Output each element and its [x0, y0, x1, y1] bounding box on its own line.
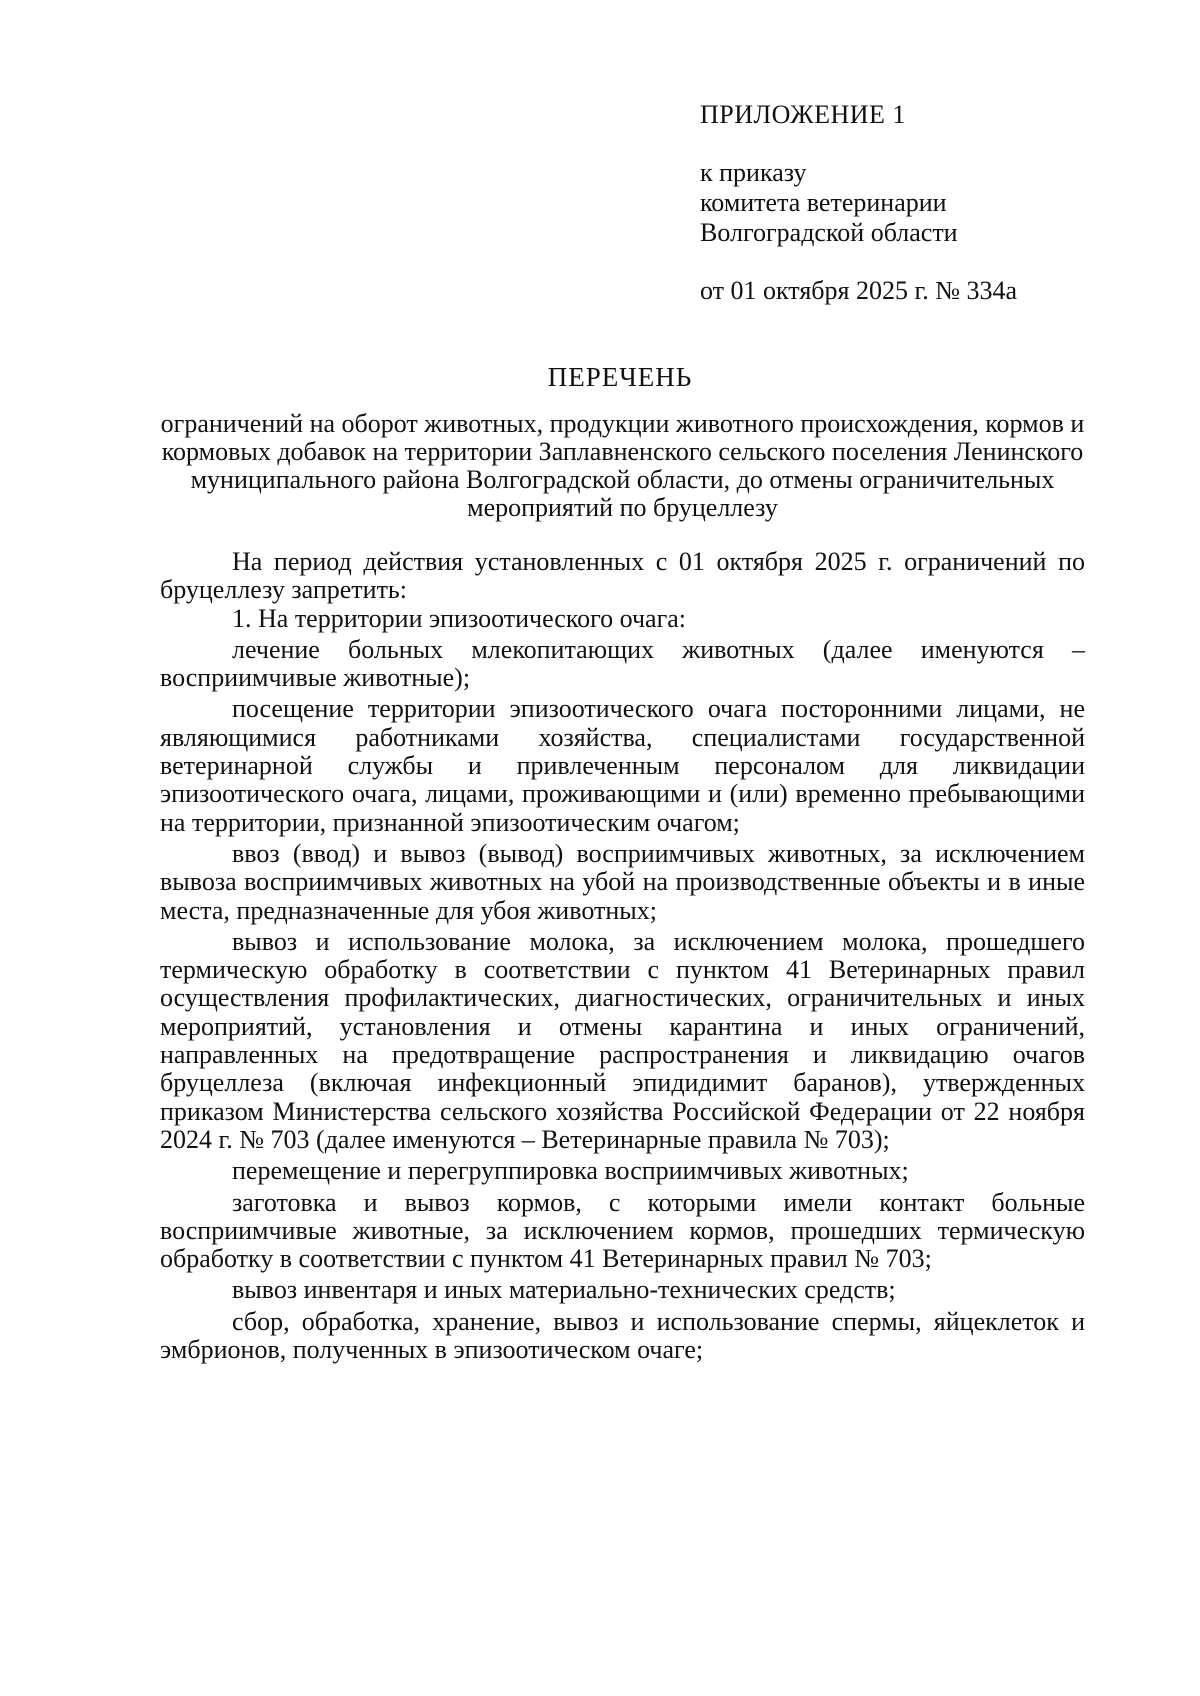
appendix-heading: ПРИЛОЖЕНИЕ 1: [700, 100, 906, 129]
document-body: [160, 548, 1085, 1364]
body-paragraph: заготовка и вывоз кормов, с которыми имели контакт больные восприимчивые животные, за исключением кормов, прошедших термическую обработку в соответствии с пунктом 41 Ветеринарных правил № 703;: [160, 1187, 1085, 1274]
body-paragraph: вывоз и использование молока, за исключением молока, прошедшего термическую обработку в соответствии с пунктом 41 Ветеринарных правил осуществления профилактических, диагностических, ограничительных и иных мероприятий, установления и отмены карантина и иных ограничений, направленных на предотвращение распространения и ликвидацию очагов бруцеллеза (включая инфекционный эпидидимит баранов), утвержденных приказом Министерства сельского хозяйства Российской Федерации от 22 ноября 2024 г. № 703 (далее именуются – Ветеринарные правила № 703);: [160, 926, 1085, 1154]
document-subtitle: ограничений на оборот животных, продукции животного происхождения, кормов и кормовых добавок на территории Заплавненского сельского поселения Ленинского муниципального района Волгоградской области, до отмены ограничительных мероприятий по бруцеллезу: [160, 409, 1085, 522]
body-paragraph: перемещение и перегруппировка восприимчивых животных;: [232, 1156, 909, 1186]
body-paragraph: 1. На территории эпизоотического очага:: [232, 603, 687, 633]
body-paragraph: ввоз (ввод) и вывоз (вывод) восприимчивых животных, за исключением вывоза восприимчивых животных на убой на производственные объекты и в иные места, предназначенные для убоя животных;: [160, 838, 1085, 925]
appendix-ref-line: Волгоградской области: [700, 218, 958, 247]
body-paragraph: На период действия установленных с 01 октября 2025 г. ограничений по бруцеллезу запретить:: [160, 547, 1085, 605]
document-title: ПЕРЕЧЕНЬ: [547, 362, 693, 392]
body-paragraph: посещение территории эпизоотического очага посторонними лицами, не являющимися работниками хозяйства, специалистами государственной ветеринарной службы и привлеченным персоналом для ликвидации эпизоотического очага, лицами, проживающими и (или) временно пребывающими на территории, признанной эпизоотическим очагом;: [160, 694, 1085, 837]
appendix-date-line: от 01 октября 2025 г. № 334а: [700, 276, 1018, 305]
appendix-ref-line: к приказу: [700, 158, 807, 187]
body-paragraph: вывоз инвентаря и иных материально-технических средств;: [232, 1275, 896, 1305]
appendix-block: [700, 100, 1120, 306]
appendix-ref-line: комитета ветеринарии: [700, 188, 947, 217]
body-paragraph: лечение больных млекопитающих животных (далее именуются – восприимчивые животные);: [160, 634, 1085, 693]
body-paragraph: сбор, обработка, хранение, вывоз и использование спермы, яйцеклеток и эмбрионов, полученных в эпизоотическом очаге;: [160, 1306, 1085, 1365]
